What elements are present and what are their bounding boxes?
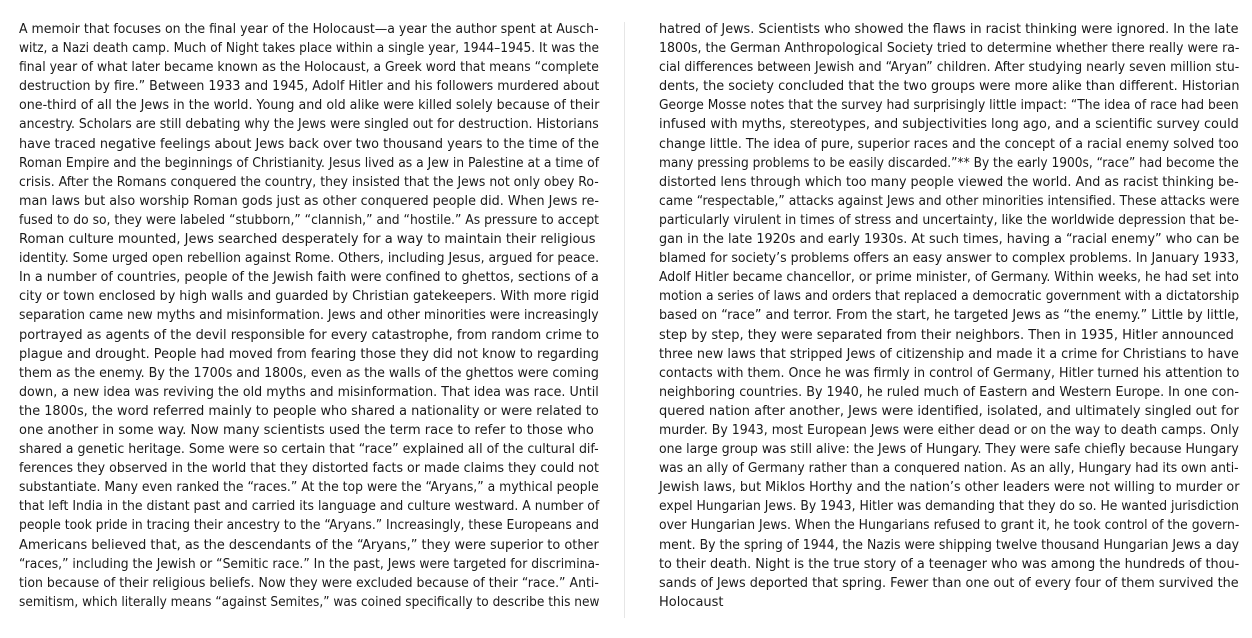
text-line: Jewish laws, but Miklos Horthy and the nation’s other leaders were not willing to murder or bbox=[659, 480, 1240, 496]
text-line: was an ally of Germany rather than a conquered nation. As an ally, Hungary had its own anti- bbox=[659, 461, 1239, 477]
text-line: over Hungarian Jews. When the Hungarians refused to grant it, he took control of the govern- bbox=[659, 518, 1240, 534]
text-line: In a number of countries, people of the Jewish faith were confined to ghettos, sections of a bbox=[19, 270, 599, 286]
text-line: based on “race” and terror. From the start, he targeted Jews as “the enemy.” Little by little, bbox=[659, 308, 1240, 324]
text-line: blamed for society’s problems offers an easy answer to complex problems. In January 1933, bbox=[659, 251, 1240, 267]
text-line: change little. The idea of pure, superior races and the concept of a racial enemy solved too bbox=[659, 136, 1239, 152]
text-line: substantiate. Many even ranked the “races.” At the top were the “Aryans,” a mythical people bbox=[19, 480, 599, 496]
text-line: portrayed as agents of the devil responsible for every catastrophe, from random crime to bbox=[19, 327, 600, 343]
text-line: Roman Empire and the beginnings of Christianity. Jesus lived as a Jew in Palestine at a time of bbox=[19, 155, 600, 171]
text-line: murder. By 1943, most European Jews were either dead or on the way to death camps. Only bbox=[659, 422, 1240, 438]
text-line: shared a genetic heritage. Some were so certain that “race” explained all of the cultural dif- bbox=[19, 442, 599, 458]
text-line: gan in the late 1920s and early 1930s. At such times, having a “racial enemy” who can be bbox=[659, 232, 1240, 248]
text-line: 1800s, the German Anthropological Society tried to determine whether there really were ra- bbox=[659, 41, 1240, 57]
text-line: A memoir that focuses on the final year of the Holocaust—a year the author spent at Ausch- bbox=[19, 22, 599, 37]
right-text-column bbox=[659, 20, 1239, 612]
text-line: destruction by fire.” Between 1933 and 1945, Adolf Hitler and his followers murdered about bbox=[19, 79, 600, 95]
text-line: man laws but also worship Roman gods just as other conquered people did. When Jews re- bbox=[19, 193, 599, 209]
text-line: witz, a Nazi death camp. Much of Night takes place within a single year, 1944–1945. It was the bbox=[19, 41, 599, 57]
text-line: sands of Jews deported that spring. Fewer than one out of every four of them survived the bbox=[659, 575, 1239, 591]
text-line: that left India in the distant past and carried its language and culture westward. A number of bbox=[19, 499, 600, 515]
text-line: expel Hungarian Jews. By 1943, Hitler was demanding that they do so. He wanted jurisdiction bbox=[659, 499, 1240, 515]
text-line: infused with myths, stereotypes, and subjectivities long ago, and a scientific survey could bbox=[659, 117, 1239, 133]
column-divider bbox=[624, 22, 625, 618]
text-line: cial differences between Jewish and “Aryan” children. After studying nearly seven million stu- bbox=[659, 60, 1240, 76]
text-line: ancestry. Scholars are still debating why the Jews were singled out for destruction. Historians bbox=[19, 117, 599, 133]
text-line: crisis. After the Romans conquered the country, they insisted that the Jews not only obey Ro- bbox=[19, 174, 599, 190]
text-line: distorted lens through which too many people viewed the world. And as racist thinking be- bbox=[659, 174, 1239, 190]
text-line: neighboring countries. By 1940, he ruled much of Eastern and Western Europe. In one con- bbox=[659, 384, 1240, 400]
text-line: Americans believed that, as the descendants of the “Aryans,” they were superior to other bbox=[19, 537, 599, 553]
text-line: particularly virulent in times of stress and uncertainty, like the worldwide depression that be- bbox=[659, 212, 1239, 228]
text-line: final year of what later became known as the Holocaust, a Greek word that means “complete bbox=[19, 60, 599, 76]
text-line: dents, the society concluded that the two groups were more alike than different. Historian bbox=[659, 79, 1240, 95]
text-line: quered nation after another, Jews were identified, isolated, and ultimately singled out for bbox=[659, 403, 1239, 419]
text-line: city or town enclosed by high walls and guarded by Christian gatekeepers. With more rigid bbox=[19, 289, 600, 305]
text-line: to their death. Night is the true story of a teenager who was among the hundreds of thou- bbox=[659, 556, 1240, 572]
text-line: ferences they observed in the world that they distorted facts or made claims they could not bbox=[19, 461, 599, 477]
text-line: Adolf Hitler became chancellor, or prime minister, of Germany. Within weeks, he had set into bbox=[659, 270, 1239, 286]
left-text-column bbox=[19, 20, 599, 612]
text-line: one-third of all the Jews in the world. Young and old alike were killed solely because of their bbox=[19, 98, 600, 114]
text-line: George Mosse notes that the survey had surprisingly little impact: “The idea of race had been bbox=[659, 98, 1239, 114]
text-line: “races,” including the Jewish or “Semitic race.” In the past, Jews were targeted for discrimina- bbox=[19, 556, 600, 572]
text-line: them as the enemy. By the 1700s and 1800s, even as the walls of the ghettos were coming bbox=[19, 365, 599, 381]
text-line: fused to do so, they were labeled “stubborn,” “clannish,” and “hostile.” As pressure to accept bbox=[19, 212, 600, 228]
text-line: down, a new idea was reviving the old myths and misinformation. That idea was race. Until bbox=[19, 384, 599, 400]
text-line: one large group was still alive: the Jews of Hungary. They were safe chiefly because Hungary bbox=[659, 442, 1239, 458]
text-line: separation came new myths and misinformation. Jews and other minorities were increasingly bbox=[19, 308, 599, 324]
text-line: three new laws that stripped Jews of citizenship and made it a crime for Christians to have bbox=[659, 346, 1239, 362]
text-line: identity. Some urged open rebellion against Rome. Others, including Jesus, argued for peace. bbox=[19, 251, 600, 267]
text-line: one another in some way. Now many scientists used the term race to refer to those who bbox=[19, 422, 594, 438]
text-line: have traced negative feelings about Jews back over two thousand years to the time of the bbox=[19, 136, 600, 152]
text-line: plague and drought. People had moved from fearing those they did not know to regarding bbox=[19, 346, 599, 362]
text-line: many pressing problems to be easily discarded.”** By the early 1900s, “race” had become the bbox=[659, 155, 1239, 171]
text-line: step by step, they were separated from their neighbors. Then in 1935, Hitler announced bbox=[659, 327, 1234, 343]
text-line: ment. By the spring of 1944, the Nazis were shipping twelve thousand Hungarian Jews a day bbox=[659, 537, 1240, 553]
text-line: tion because of their religious beliefs. Now they were excluded because of their “race.” Anti- bbox=[19, 575, 599, 591]
text-line: semitism, which literally means “against Semites,” was coined specifically to describe this new bbox=[19, 594, 600, 610]
text-line: the 1800s, the word referred mainly to people who shared a nationality or were related to bbox=[19, 403, 599, 419]
text-line: Roman culture mounted, Jews searched desperately for a way to maintain their religious bbox=[19, 232, 596, 248]
text-line: came “respectable,” attacks against Jews and other minorities intensified. These attacks were bbox=[659, 193, 1240, 209]
text-line: hatred of Jews. Scientists who showed the flaws in racist thinking were ignored. In the late bbox=[659, 22, 1239, 37]
text-line: Holocaust bbox=[659, 594, 724, 610]
text-line: motion a series of laws and orders that replaced a democratic government with a dictatorship bbox=[659, 289, 1240, 305]
text-line: people took pride in tracing their ancestry to the “Aryans.” Increasingly, these Europeans and bbox=[19, 518, 599, 534]
text-line: contacts with them. Once he was firmly in control of Germany, Hitler turned his attention to bbox=[659, 365, 1240, 381]
